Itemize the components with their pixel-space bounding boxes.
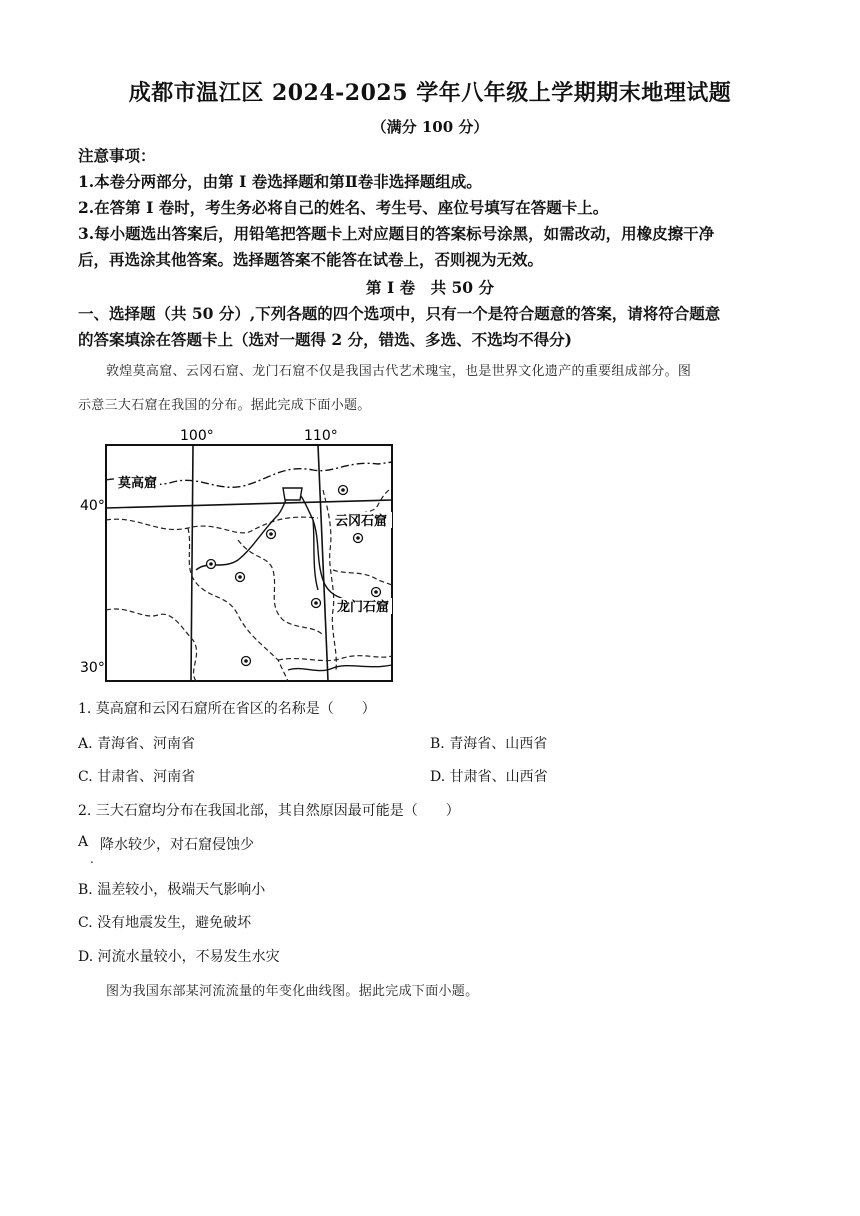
latitude-40-label: 40°: [80, 498, 105, 514]
longitude-110-label: 110°: [304, 428, 338, 444]
question-1-option-b: B. 青海省、山西省: [430, 736, 548, 752]
lake-outline: [283, 488, 302, 500]
passage-2: 图为我国东部某河流流量的年变化曲线图。据此完成下面小题。: [106, 984, 479, 999]
notice-item-1: 1.本卷分两部分，由第 I 卷选择题和第Ⅱ卷非选择题组成。: [78, 172, 482, 191]
notice-item-3-line-2: 后，再选涂其他答案。选择题答案不能答在试卷上，否则视为无效。: [78, 250, 544, 269]
question-2-option-a-text: 降水较少，对石窟侵蚀少: [100, 837, 254, 853]
page-title: 成都市温江区 2024-2025 学年八年级上学期期末地理试题: [128, 80, 732, 106]
longitude-100-label: 100°: [180, 428, 214, 444]
section-instructions-line-1: 一、选择题（共 50 分）,下列各题的四个选项中，只有一个是符合题意的答案，请将符合题意: [78, 304, 721, 323]
question-1-option-a: A. 青海省、河南省: [78, 736, 196, 752]
question-1-option-c: C. 甘肃省、河南省: [78, 769, 196, 785]
latitude-30-label: 30°: [80, 660, 105, 676]
notice-heading: 注意事项：: [78, 146, 156, 165]
question-1-option-d: D. 甘肃省、山西省: [430, 769, 548, 785]
passage-1-line-2: 示意三大石窟在我国的分布。据此完成下面小题。: [78, 398, 371, 413]
longmen-grotto-label: 龙门石窟: [337, 600, 390, 615]
grottoes-map: [78, 420, 398, 685]
question-2-option-c: C. 没有地震发生，避免破坏: [78, 915, 252, 931]
section-heading: 第 I 卷 共 50 分: [366, 278, 494, 297]
question-2-option-d: D. 河流水量较小，不易发生水灾: [78, 949, 280, 965]
section-instructions-line-2: 的答案填涂在答题卡上（选对一题得 2 分，错选、多选、不选均不得分): [78, 330, 572, 349]
passage-1-line-1: 敦煌莫高窟、云冈石窟、龙门石窟不仅是我国古代艺术瑰宝，也是世界文化遗产的重要组成部分。图: [106, 364, 692, 379]
question-2-stem: 2. 三大石窟均分布在我国北部，其自然原因最可能是（ ）: [78, 803, 460, 819]
question-2-option-a-dot: .: [90, 852, 94, 866]
mogao-grotto-label: 莫高窟: [118, 476, 158, 491]
notice-item-3-line-1: 3.每小题选出答案后，用铅笔把答题卡上对应题目的答案标号涂黑，如需改动，用橡皮擦干净: [78, 224, 715, 243]
full-score-note: （满分 100 分）: [371, 118, 489, 136]
question-2-option-b: B. 温差较小，极端天气影响小: [78, 882, 266, 898]
question-1-stem: 1. 莫高窟和云冈石窟所在省区的名称是（ ）: [78, 701, 376, 717]
question-2-option-a-letter: A: [78, 834, 89, 850]
notice-item-2: 2.在答第 I 卷时，考生务必将自己的姓名、考生号、座位号填写在答题卡上。: [78, 198, 609, 217]
yungang-grotto-label: 云冈石窟: [335, 514, 388, 529]
